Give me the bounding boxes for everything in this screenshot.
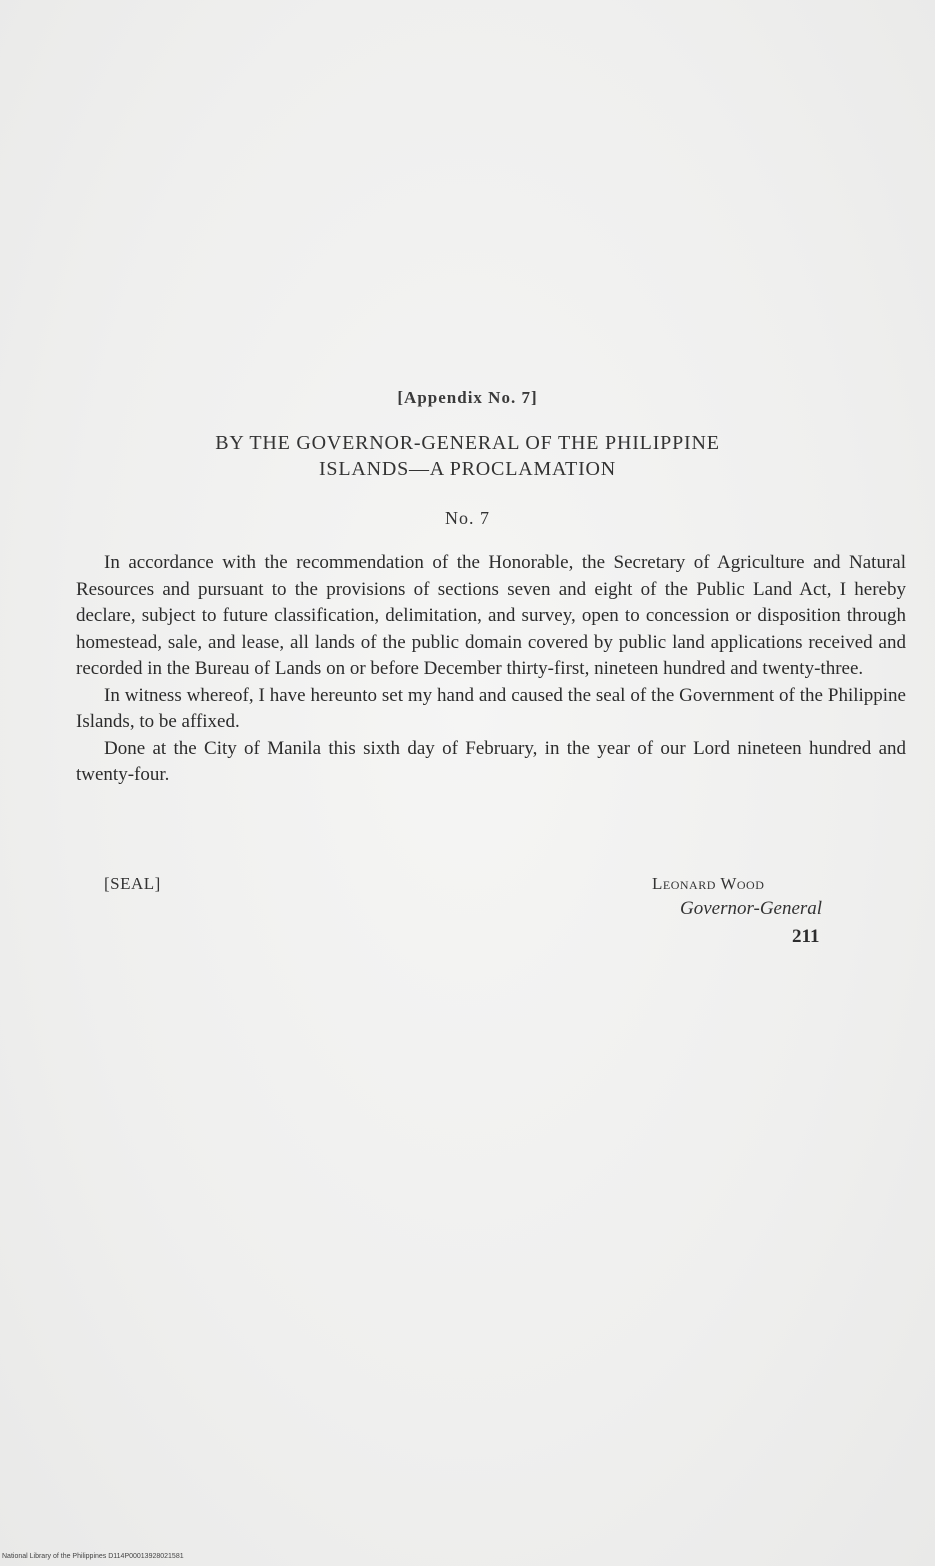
- page-number: 211: [792, 926, 820, 947]
- title-line-1: BY THE GOVERNOR-GENERAL OF THE PHILIPPINE: [215, 432, 720, 454]
- paragraph-declaration: In accordance with the recommendation of the Honorable, the Secretary of Agriculture and Natural Resources and pursuant to the provisions of sections seven and eight of the Public Land Act, I hereby declare, subject to future classification, delimitation, and survey, open to concession or disposition through homestead, sale, and lease, all lands of the public domain covered by public land applications received and recorded in the Bureau of Lands on or before December thirty-first, nineteen hundred and twenty-three.: [76, 552, 906, 679]
- archive-footer: National Library of the Philippines D114P00013928021581: [2, 1553, 184, 1560]
- signer-title: Governor-General: [680, 898, 823, 919]
- proclamation-number: No. 7: [445, 508, 490, 528]
- signer-name: Leonard Wood: [652, 874, 765, 893]
- paragraph-witness: In witness whereof, I have hereunto set my hand and caused the seal of the Government of the Philippine Islands, to be affixed.: [76, 684, 906, 732]
- proclamation-title: [0, 430, 935, 482]
- paragraph-done-at: Done at the City of Manila this sixth day of February, in the year of our Lord nineteen hundred and twenty-four.: [76, 737, 906, 785]
- seal-mark: [SEAL]: [104, 874, 161, 893]
- title-line-2: ISLANDS—A PROCLAMATION: [318, 458, 617, 480]
- proclamation-body: [76, 550, 906, 789]
- appendix-heading: [Appendix No. 7]: [397, 388, 538, 407]
